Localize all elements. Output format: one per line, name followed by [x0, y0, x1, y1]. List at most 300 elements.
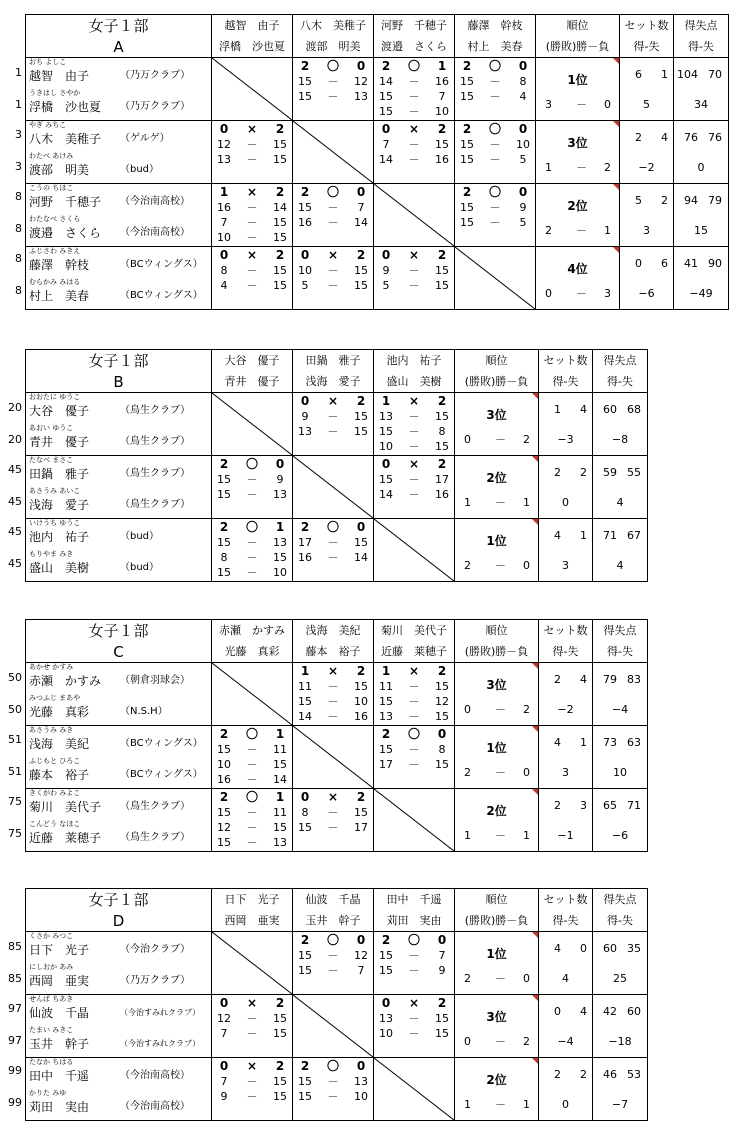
- win-mark: 〇: [245, 457, 258, 471]
- set-score: [293, 694, 373, 709]
- set-score-opp: 10: [354, 695, 368, 708]
- dash: －: [246, 201, 258, 214]
- result-sets-lost: 1: [437, 59, 447, 73]
- rank-header-line2: (勝敗)勝－負: [464, 375, 529, 388]
- rank-cell: [455, 1058, 539, 1121]
- player-name: 菊川 美代子: [29, 800, 102, 814]
- result-sets-won: 0: [219, 996, 229, 1010]
- player-club: （鳥生クラブ）: [120, 832, 191, 843]
- table-row: [26, 519, 648, 582]
- points-for: 60: [603, 942, 617, 955]
- set-diff: 0: [562, 496, 569, 509]
- result-sets-won: 2: [300, 1059, 310, 1073]
- set-score: [212, 487, 292, 502]
- set-score-own: 9: [301, 410, 309, 423]
- dash: －: [327, 410, 339, 423]
- player-name: 苅田 実由: [29, 1100, 90, 1114]
- points-against: 90: [708, 257, 722, 270]
- player-club: （乃万クラブ）: [120, 101, 191, 112]
- match-cell: [212, 519, 293, 582]
- result-sets-lost: 0: [356, 933, 366, 947]
- league-table: [25, 14, 729, 310]
- point-header: [674, 15, 729, 58]
- set-score: [212, 230, 292, 245]
- set-score: [374, 1026, 454, 1041]
- set-score: [212, 772, 292, 787]
- self-cell: [293, 726, 374, 789]
- table-row: [26, 247, 729, 310]
- dash: －: [576, 224, 587, 237]
- seed-number: 3: [15, 128, 22, 141]
- dash: －: [327, 1090, 339, 1103]
- player: [26, 757, 211, 788]
- rank-header-line2: (勝敗)勝－負: [464, 645, 529, 658]
- point-cell: [593, 663, 648, 726]
- opponent-name-2: 藤本 裕子: [305, 645, 361, 658]
- set-score-opp: 14: [273, 201, 287, 214]
- player: [26, 963, 211, 994]
- set-score: [293, 424, 373, 439]
- set-score-opp: 12: [354, 949, 368, 962]
- match-cell: [374, 456, 455, 519]
- comment-marker: [532, 789, 538, 795]
- points-against: 67: [627, 529, 641, 542]
- loss-mark: ×: [246, 1059, 258, 1073]
- diagonal-slash: [374, 789, 454, 851]
- set-score: [455, 200, 535, 215]
- set-score-opp: 15: [435, 758, 449, 771]
- rank-value: 2位: [486, 1073, 507, 1087]
- set-score: [293, 89, 373, 104]
- player-name: 渡部 明美: [29, 163, 90, 177]
- point-diff: −7: [611, 1098, 629, 1111]
- player-furigana: うきはし さやか: [29, 89, 81, 97]
- result-sets-won: 2: [462, 122, 472, 136]
- opponent-name-2: 西岡 亜実: [224, 914, 280, 927]
- player-name: 越智 由子: [29, 69, 90, 83]
- set-score-own: 15: [298, 949, 312, 962]
- result-sets-won: 0: [381, 996, 391, 1010]
- result-sets-lost: 2: [437, 394, 447, 408]
- win-mark: 〇: [326, 520, 339, 534]
- set-score-own: 9: [382, 264, 390, 277]
- set-count-cell: [539, 393, 593, 456]
- set-score-opp: 13: [354, 90, 368, 103]
- dash: －: [327, 949, 339, 962]
- dash: －: [495, 1035, 506, 1048]
- rank-value: 2位: [567, 199, 588, 213]
- dash: －: [408, 695, 420, 708]
- set-count-cell: [620, 58, 674, 121]
- seed-number: 1: [15, 66, 22, 79]
- set-score-own: 4: [220, 279, 228, 292]
- set-score-own: 10: [379, 440, 393, 453]
- set-score: [374, 263, 454, 278]
- player-furigana: わたなべ さくら: [29, 215, 81, 223]
- losses: 2: [523, 703, 530, 716]
- set-score-own: 15: [379, 473, 393, 486]
- set-score-own: 15: [379, 105, 393, 118]
- match-result: [374, 393, 454, 409]
- group-d: [0, 888, 748, 1118]
- player-furigana: わたべ あけみ: [29, 152, 74, 160]
- point-cell: [593, 1058, 648, 1121]
- self-cell: [374, 184, 455, 247]
- dash: －: [495, 766, 506, 779]
- set-score: [293, 1074, 373, 1089]
- set-score-opp: 14: [354, 551, 368, 564]
- match-result: [374, 58, 454, 74]
- losses: 1: [523, 1098, 530, 1111]
- set-score: [212, 200, 292, 215]
- dash: －: [408, 758, 420, 771]
- match-result: [293, 932, 373, 948]
- comment-marker: [532, 519, 538, 525]
- set-score: [212, 550, 292, 565]
- point-cell: [593, 726, 648, 789]
- result-sets-won: 2: [219, 520, 229, 534]
- win-mark: 〇: [407, 727, 420, 741]
- opponent-name-1: 河野 千穂子: [381, 19, 447, 32]
- set-score-own: 15: [460, 201, 474, 214]
- sets-won: 0: [635, 257, 642, 270]
- set-score-opp: 16: [354, 710, 368, 723]
- set-count-cell: [539, 1058, 593, 1121]
- set-score: [374, 1011, 454, 1026]
- player-name: 浅海 美紀: [29, 737, 90, 751]
- result-sets-lost: 0: [356, 185, 366, 199]
- seed-number: 99: [8, 1064, 22, 1077]
- player-club: （N.S.H）: [120, 706, 168, 717]
- pair-cell: [26, 184, 212, 247]
- player: [26, 278, 211, 309]
- set-score-own: 14: [379, 488, 393, 501]
- player-club: （今治南高校）: [120, 196, 190, 207]
- seed-number: 45: [8, 463, 22, 476]
- opponent-header: [293, 350, 374, 393]
- sets-won: 1: [554, 403, 561, 416]
- dash: －: [408, 964, 420, 977]
- dash: －: [408, 1012, 420, 1025]
- point-header-line2: 得-失: [688, 40, 714, 53]
- table-row: [26, 1058, 648, 1121]
- point-cell: [674, 247, 729, 310]
- rank-value: 3位: [486, 1010, 507, 1024]
- group-title-cell: [26, 620, 212, 663]
- opponent-name-2: 青井 優子: [224, 375, 280, 388]
- group-title: 女子１部: [88, 622, 149, 640]
- set-score-own: 11: [379, 680, 393, 693]
- seed-number: 99: [8, 1096, 22, 1109]
- set-diff: −4: [557, 1035, 574, 1048]
- match-cell: [293, 789, 374, 852]
- result-sets-lost: 2: [275, 122, 285, 136]
- losses: 3: [604, 287, 611, 300]
- wins: 2: [545, 224, 552, 237]
- player-club: （今治すみれクラブ）: [120, 1008, 201, 1017]
- player-club: （ゲルゲ）: [120, 133, 170, 144]
- points-for: 65: [603, 799, 617, 812]
- seed-column: [0, 349, 25, 579]
- set-score-own: 15: [379, 425, 393, 438]
- player: [26, 121, 211, 152]
- set-score: [212, 152, 292, 167]
- opponent-name-1: 越智 由子: [224, 19, 280, 32]
- rank-header-line1: 順位: [485, 893, 508, 906]
- player-club: （bud）: [120, 164, 160, 175]
- set-score-own: 13: [217, 153, 231, 166]
- player-club: （鳥生クラブ）: [120, 801, 191, 812]
- pair-cell: [26, 663, 212, 726]
- set-header-line2: 得-失: [633, 40, 660, 53]
- win-mark: 〇: [245, 727, 258, 741]
- point-cell: [593, 393, 648, 456]
- match-cell: [212, 1058, 293, 1121]
- set-score-opp: 15: [354, 680, 368, 693]
- player-name: 池内 祐子: [29, 530, 90, 544]
- match-cell: [212, 456, 293, 519]
- win-mark: 〇: [245, 520, 258, 534]
- player-name: 浮橋 沙也夏: [29, 100, 102, 114]
- dash: －: [327, 536, 339, 549]
- set-score: [374, 137, 454, 152]
- rank-value: 1位: [486, 947, 507, 961]
- result-sets-lost: 2: [275, 1059, 285, 1073]
- set-score-opp: 15: [273, 1012, 287, 1025]
- opponent-name-2: 近藤 莱穂子: [381, 645, 447, 658]
- rank-cell: [455, 456, 539, 519]
- self-cell: [212, 663, 293, 726]
- dash: －: [408, 949, 420, 962]
- set-count-cell: [539, 932, 593, 995]
- dash: －: [495, 972, 506, 985]
- result-sets-lost: 2: [437, 248, 447, 262]
- match-result: [374, 456, 454, 472]
- match-cell: [212, 726, 293, 789]
- loss-mark: ×: [408, 394, 420, 408]
- loss-mark: ×: [408, 996, 420, 1010]
- player-club: （乃万クラブ）: [120, 975, 191, 986]
- rank-cell: [455, 932, 539, 995]
- set-score-own: 15: [379, 90, 393, 103]
- set-score-opp: 15: [273, 231, 287, 244]
- comment-marker: [532, 995, 538, 1001]
- set-score-opp: 14: [354, 216, 368, 229]
- set-score: [374, 963, 454, 978]
- set-score-own: 15: [298, 964, 312, 977]
- dash: －: [246, 806, 258, 819]
- set-score-opp: 10: [354, 1090, 368, 1103]
- player-furigana: やぎ みちこ: [29, 121, 67, 129]
- set-score-own: 8: [301, 806, 309, 819]
- set-score-opp: 15: [354, 806, 368, 819]
- group-b: [0, 349, 748, 579]
- set-score-own: 15: [217, 473, 231, 486]
- match-result: [374, 932, 454, 948]
- match-cell: [374, 121, 455, 184]
- player: [26, 1026, 211, 1057]
- result-sets-lost: 0: [356, 1059, 366, 1073]
- set-score-opp: 13: [273, 536, 287, 549]
- match-result: [374, 995, 454, 1011]
- dash: －: [327, 90, 339, 103]
- dash: －: [327, 964, 339, 977]
- set-score-opp: 13: [354, 1075, 368, 1088]
- match-result: [212, 726, 292, 742]
- point-diff: 4: [616, 559, 624, 572]
- set-score-own: 15: [217, 806, 231, 819]
- set-score: [293, 550, 373, 565]
- player: [26, 487, 211, 518]
- player-club: （BCウィングス）: [120, 290, 203, 301]
- player-club: （今治クラブ）: [120, 944, 191, 955]
- opponent-name-2: 村上 美春: [467, 40, 523, 53]
- dash: －: [327, 821, 339, 834]
- group-title: 女子１部: [88, 17, 149, 35]
- set-score-opp: 7: [438, 949, 446, 962]
- player-club: （乃万クラブ）: [120, 70, 191, 81]
- seed-number: 45: [8, 525, 22, 538]
- seed-number: 45: [8, 495, 22, 508]
- result-sets-lost: 2: [437, 122, 447, 136]
- result-sets-won: 2: [300, 933, 310, 947]
- losses: 1: [604, 224, 611, 237]
- comment-marker: [613, 58, 619, 64]
- set-score: [212, 742, 292, 757]
- sets-lost: 4: [661, 131, 668, 144]
- set-diff: 4: [562, 972, 569, 985]
- rank-cell: [455, 663, 539, 726]
- point-header-line1: 得失点: [603, 354, 637, 367]
- set-score-own: 16: [298, 551, 312, 564]
- set-score-opp: 13: [273, 836, 287, 849]
- set-header: [539, 889, 593, 932]
- point-diff: 15: [694, 224, 708, 237]
- seed-number: 97: [8, 1034, 22, 1047]
- seed-number: 3: [15, 160, 22, 173]
- self-cell: [293, 121, 374, 184]
- set-score-opp: 15: [435, 710, 449, 723]
- player: [26, 247, 211, 278]
- dash: －: [408, 710, 420, 723]
- dash: －: [246, 1075, 258, 1088]
- player-club: （今治南高校）: [120, 1070, 190, 1081]
- set-score: [212, 1089, 292, 1104]
- dash: －: [327, 279, 339, 292]
- opponent-name-1: 八木 美稚子: [300, 19, 366, 32]
- set-score-own: 5: [382, 279, 390, 292]
- dash: －: [246, 536, 258, 549]
- set-score-opp: 15: [435, 1012, 449, 1025]
- player-name: 盛山 美樹: [29, 561, 90, 575]
- set-score-own: 15: [379, 949, 393, 962]
- dash: －: [408, 75, 420, 88]
- player-furigana: あさうみ みき: [29, 726, 74, 734]
- point-header-line2: 得-失: [607, 914, 633, 927]
- result-sets-won: 0: [219, 248, 229, 262]
- point-diff: 10: [613, 766, 627, 779]
- result-sets-won: 2: [219, 790, 229, 804]
- result-sets-lost: 0: [518, 122, 528, 136]
- self-cell: [293, 456, 374, 519]
- opponent-name-1: 菊川 美代子: [381, 624, 447, 637]
- set-score: [374, 409, 454, 424]
- player-furigana: かりた みゆ: [29, 1089, 67, 1097]
- sets-lost: 6: [661, 257, 668, 270]
- dash: －: [408, 425, 420, 438]
- diagonal-slash: [293, 995, 373, 1057]
- match-cell: [374, 58, 455, 121]
- set-score: [455, 215, 535, 230]
- dash: －: [495, 703, 506, 716]
- player-club: （鳥生クラブ）: [120, 468, 191, 479]
- group-title: 女子１部: [88, 891, 149, 909]
- set-diff: 3: [643, 224, 650, 237]
- point-diff: 25: [613, 972, 627, 985]
- rank-value: 1位: [567, 73, 588, 87]
- point-diff: 0: [697, 161, 705, 174]
- set-score: [374, 948, 454, 963]
- set-header-line1: セット数: [624, 19, 669, 32]
- set-score-own: 15: [217, 836, 231, 849]
- dash: －: [327, 425, 339, 438]
- opponent-name-1: 大谷 優子: [224, 354, 280, 367]
- player-club: （BCウィングス）: [120, 738, 203, 749]
- set-count-cell: [539, 456, 593, 519]
- set-score-own: 15: [298, 75, 312, 88]
- dash: －: [246, 1027, 258, 1040]
- set-score-own: 15: [298, 1090, 312, 1103]
- player: [26, 184, 211, 215]
- set-score-opp: 12: [354, 75, 368, 88]
- diagonal-slash: [293, 456, 373, 518]
- opponent-name-1: 日下 光子: [224, 893, 280, 906]
- diagonal-slash: [374, 184, 454, 246]
- wins: 1: [545, 161, 552, 174]
- loss-mark: ×: [408, 457, 420, 471]
- player-furigana: きくがわ みよこ: [29, 789, 81, 797]
- league-table: [25, 888, 648, 1121]
- set-score: [293, 820, 373, 835]
- opponent-name-2: 光藤 真彩: [224, 645, 280, 658]
- wins: 2: [464, 972, 471, 985]
- comment-marker: [532, 663, 538, 669]
- result-sets-lost: 0: [437, 933, 447, 947]
- result-sets-won: 2: [462, 185, 472, 199]
- set-score-opp: 8: [519, 75, 527, 88]
- set-score: [212, 1074, 292, 1089]
- dash: －: [489, 153, 501, 166]
- set-score-own: 8: [220, 551, 228, 564]
- player-name: 近藤 莱穂子: [29, 831, 102, 845]
- match-cell: [374, 726, 455, 789]
- result-sets-won: 2: [462, 59, 472, 73]
- points-for: 59: [603, 466, 617, 479]
- opponent-header: [374, 350, 455, 393]
- points-against: 68: [627, 403, 641, 416]
- set-score: [212, 757, 292, 772]
- opponent-name-2: 渡部 明美: [305, 40, 361, 53]
- set-score-opp: 16: [435, 153, 449, 166]
- set-score-opp: 15: [354, 264, 368, 277]
- dash: －: [576, 98, 587, 111]
- point-diff: 4: [616, 496, 624, 509]
- match-result: [212, 184, 292, 200]
- set-score-own: 15: [460, 138, 474, 151]
- seed-number: 8: [15, 190, 22, 203]
- point-header-line1: 得失点: [684, 19, 718, 32]
- set-diff: −2: [638, 161, 655, 174]
